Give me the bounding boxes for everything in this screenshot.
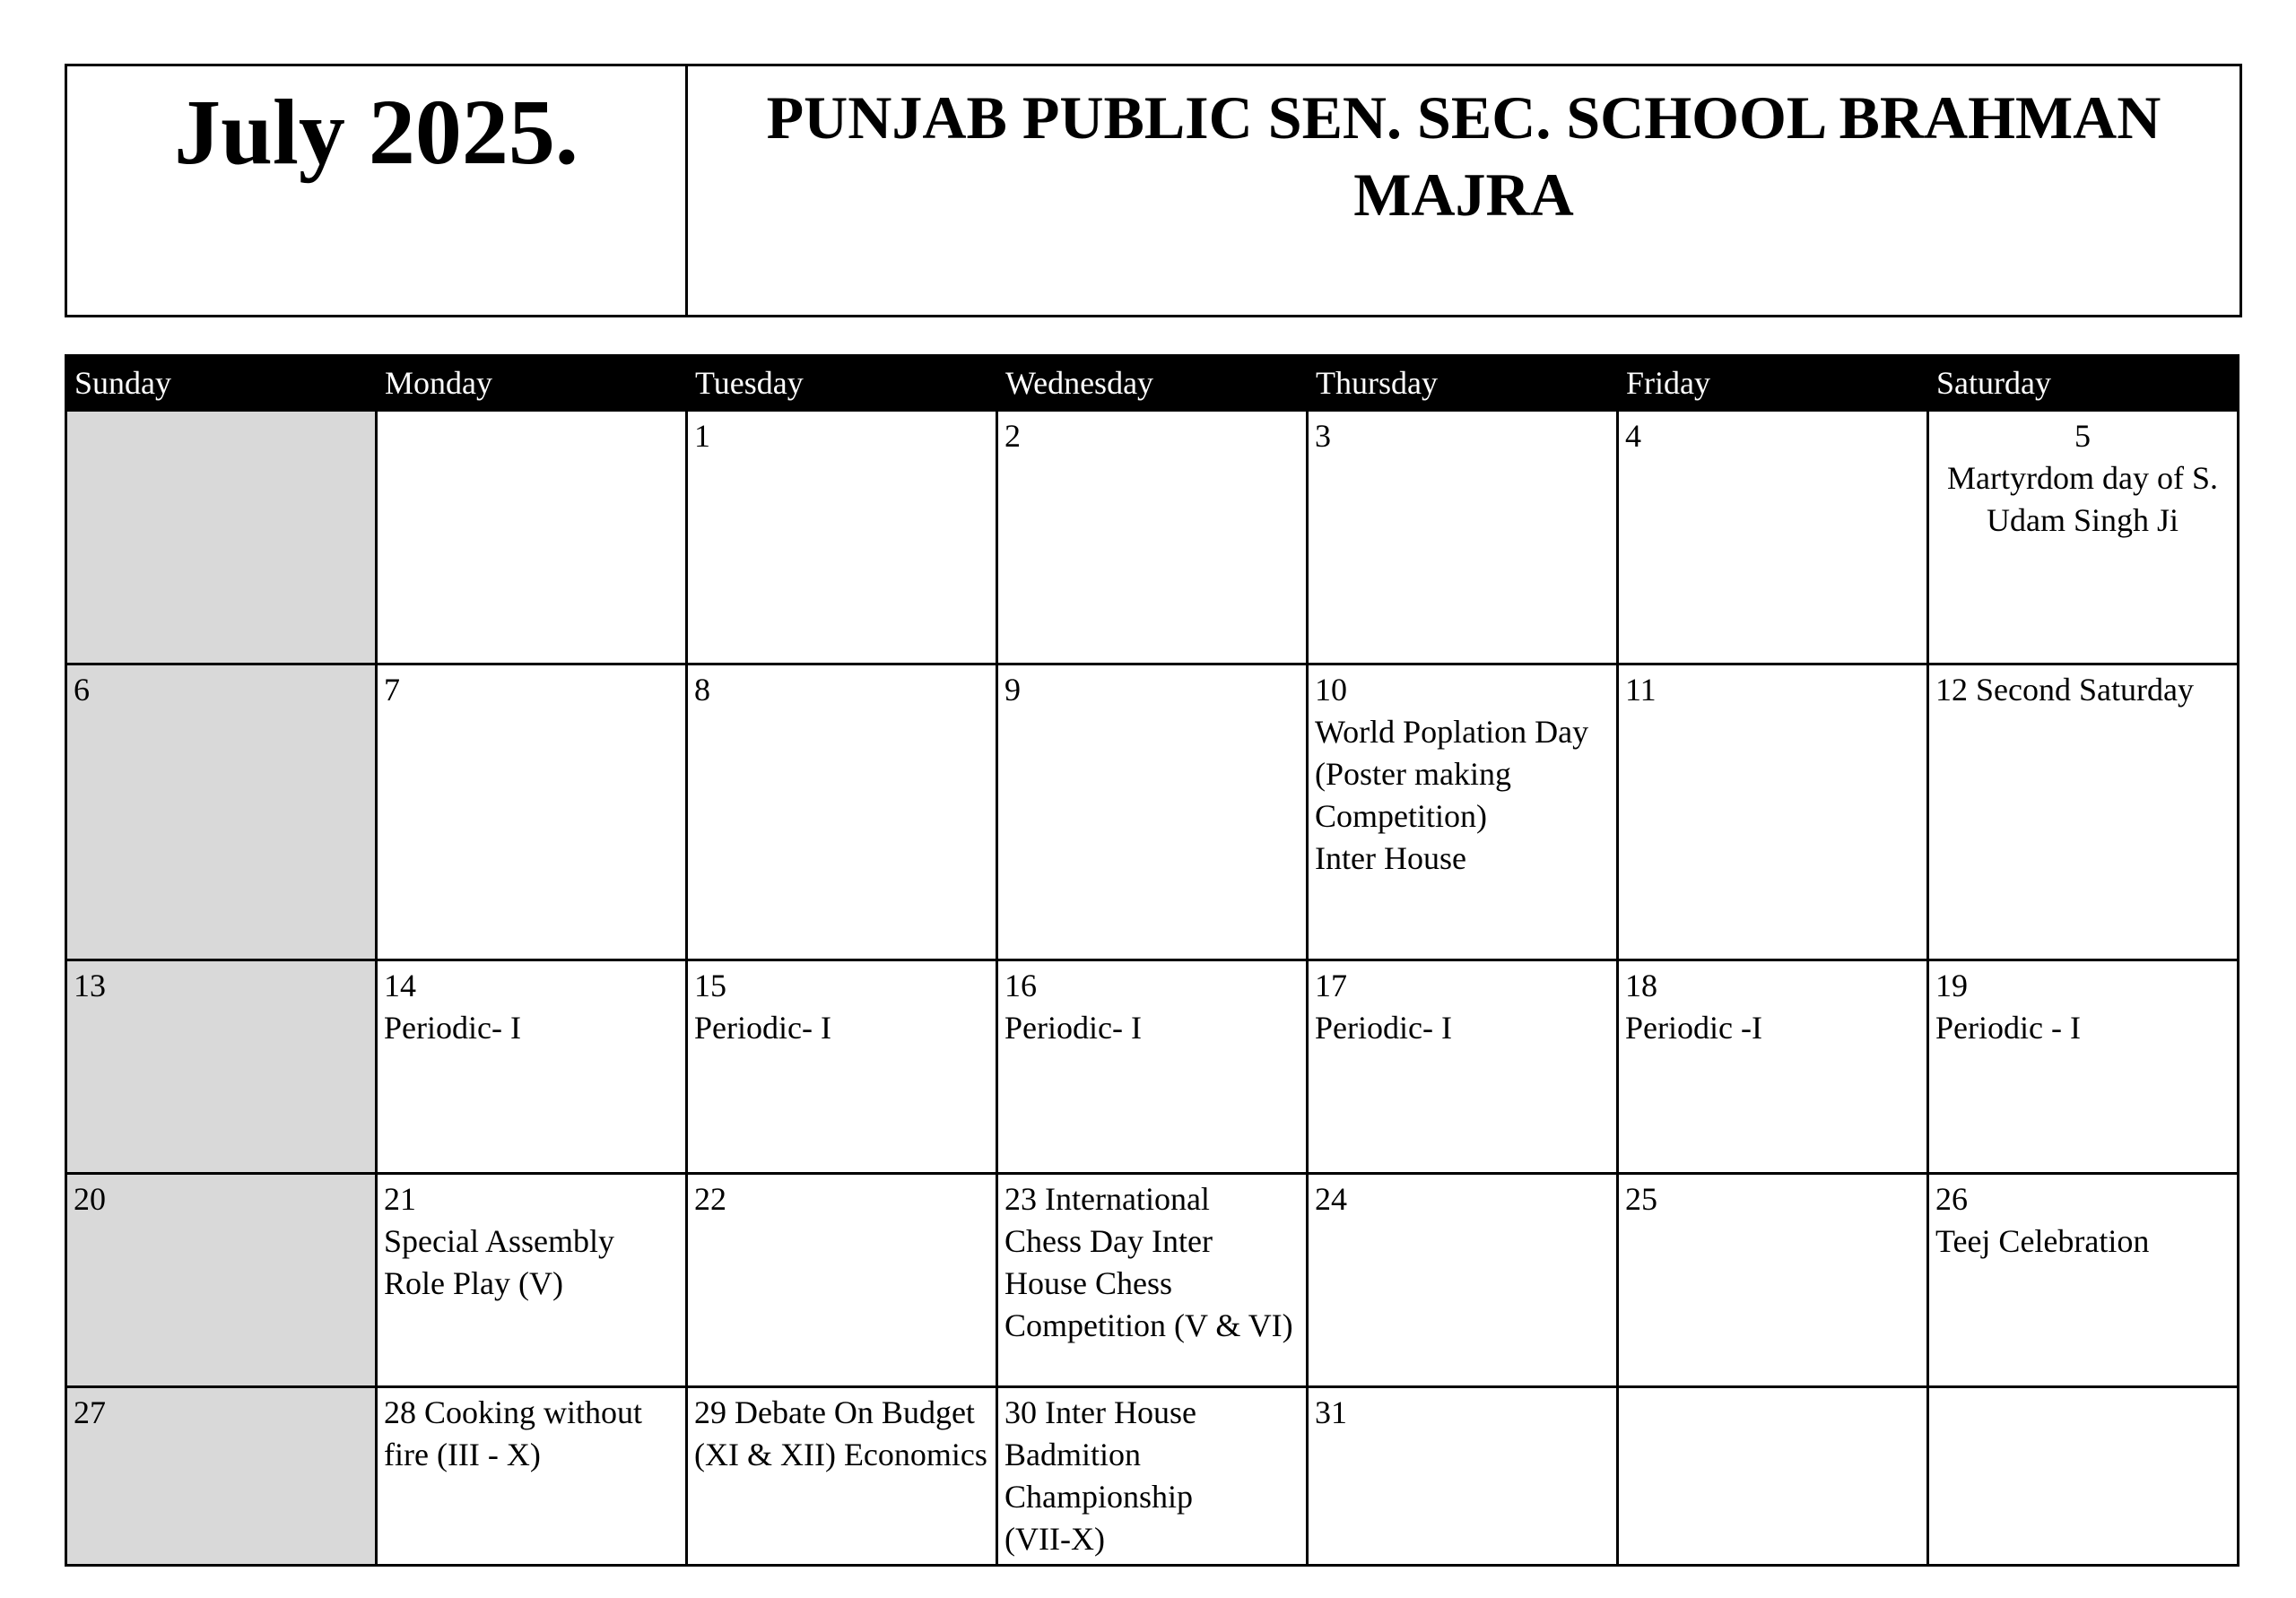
day-text: 7 — [384, 672, 400, 708]
day-text: 22 — [694, 1181, 726, 1217]
school-name: PUNJAB PUBLIC SEN. SEC. SCHOOL BRAHMAN MAJRA — [766, 83, 2161, 229]
weekday-saturday: Saturday — [1928, 356, 2239, 411]
day-text: 11 — [1625, 672, 1657, 708]
day-text: 3 — [1315, 418, 1331, 454]
week-row — [66, 1174, 2239, 1387]
weekday-friday: Friday — [1618, 356, 1928, 411]
day-text: 25 — [1625, 1181, 1657, 1217]
day-cell — [1928, 1174, 2239, 1387]
day-text: 27 — [74, 1394, 106, 1430]
week-row — [66, 664, 2239, 960]
day-cell — [66, 1174, 377, 1387]
day-cell — [687, 1174, 997, 1387]
day-text: 1 — [694, 418, 710, 454]
day-text: 18 Periodic -I — [1625, 968, 1762, 1046]
weekday-thursday: Thursday — [1308, 356, 1618, 411]
day-text: 31 — [1315, 1394, 1347, 1430]
day-cell — [997, 411, 1308, 664]
day-text: 15 Periodic- I — [694, 968, 831, 1046]
day-cell — [687, 664, 997, 960]
day-text: 5 Martyrdom day of S. Udam Singh Ji — [1947, 418, 2218, 538]
week-row — [66, 960, 2239, 1174]
day-cell — [997, 1174, 1308, 1387]
weekday-sunday: Sunday — [66, 356, 377, 411]
day-text: 12 Second Saturday — [1935, 672, 2194, 708]
day-cell — [1928, 664, 2239, 960]
weekday-wednesday: Wednesday — [997, 356, 1308, 411]
day-text: 14 Periodic- I — [384, 968, 521, 1046]
day-text: 19 Periodic - I — [1935, 968, 2081, 1046]
day-text: 10 World Poplation Day (Poster making Competition) Inter House — [1315, 672, 1589, 876]
day-cell — [66, 1387, 377, 1566]
day-text: 4 — [1625, 418, 1641, 454]
day-text: 16 Periodic- I — [1004, 968, 1142, 1046]
day-cell — [1618, 664, 1928, 960]
day-cell — [687, 1387, 997, 1566]
school-box — [688, 66, 2239, 315]
week-row — [66, 411, 2239, 664]
day-text: 24 — [1315, 1181, 1347, 1217]
day-cell — [66, 411, 377, 664]
day-text: 17 Periodic- I — [1315, 968, 1452, 1046]
day-cell — [1618, 1387, 1928, 1566]
day-text: 20 — [74, 1181, 106, 1217]
day-cell — [377, 1387, 687, 1566]
day-text: 9 — [1004, 672, 1021, 708]
day-text: 29 Debate On Budget (XI & XII) Economics — [694, 1394, 987, 1472]
month-box — [67, 66, 688, 315]
day-cell — [66, 664, 377, 960]
day-text: 28 Cooking without fire (III - X) — [384, 1394, 643, 1472]
month-title: July 2025. — [174, 81, 578, 184]
calendar-grid — [65, 354, 2239, 1567]
day-text: 21 Special Assembly Role Play (V) — [384, 1181, 614, 1301]
day-text: 26 Teej Celebration — [1935, 1181, 2150, 1259]
day-cell — [1928, 960, 2239, 1174]
day-text: 13 — [74, 968, 106, 1003]
weekday-monday: Monday — [377, 356, 687, 411]
day-cell — [377, 664, 687, 960]
day-cell — [1928, 1387, 2239, 1566]
day-text: 30 Inter House Badmition Championship (VII-X) — [1004, 1394, 1196, 1557]
day-cell — [66, 960, 377, 1174]
day-cell — [997, 664, 1308, 960]
day-cell — [377, 960, 687, 1174]
day-cell — [377, 1174, 687, 1387]
day-cell — [1308, 664, 1618, 960]
day-cell — [1308, 1174, 1618, 1387]
day-cell — [1618, 411, 1928, 664]
day-cell — [997, 960, 1308, 1174]
weekday-tuesday: Tuesday — [687, 356, 997, 411]
day-cell — [1618, 960, 1928, 1174]
day-cell — [1308, 411, 1618, 664]
day-cell — [1308, 960, 1618, 1174]
day-text: 6 — [74, 672, 90, 708]
day-cell — [1308, 1387, 1618, 1566]
day-cell — [377, 411, 687, 664]
day-cell — [687, 960, 997, 1174]
weekday-header-row — [66, 356, 2239, 411]
day-cell — [997, 1387, 1308, 1566]
day-cell — [1928, 411, 2239, 664]
day-text: 8 — [694, 672, 710, 708]
day-text: 23 International Chess Day Inter House Chess Competition (V & VI) — [1004, 1181, 1293, 1343]
day-cell — [1618, 1174, 1928, 1387]
day-cell — [687, 411, 997, 664]
calendar-header — [65, 64, 2242, 317]
day-text: 2 — [1004, 418, 1021, 454]
week-row — [66, 1387, 2239, 1566]
